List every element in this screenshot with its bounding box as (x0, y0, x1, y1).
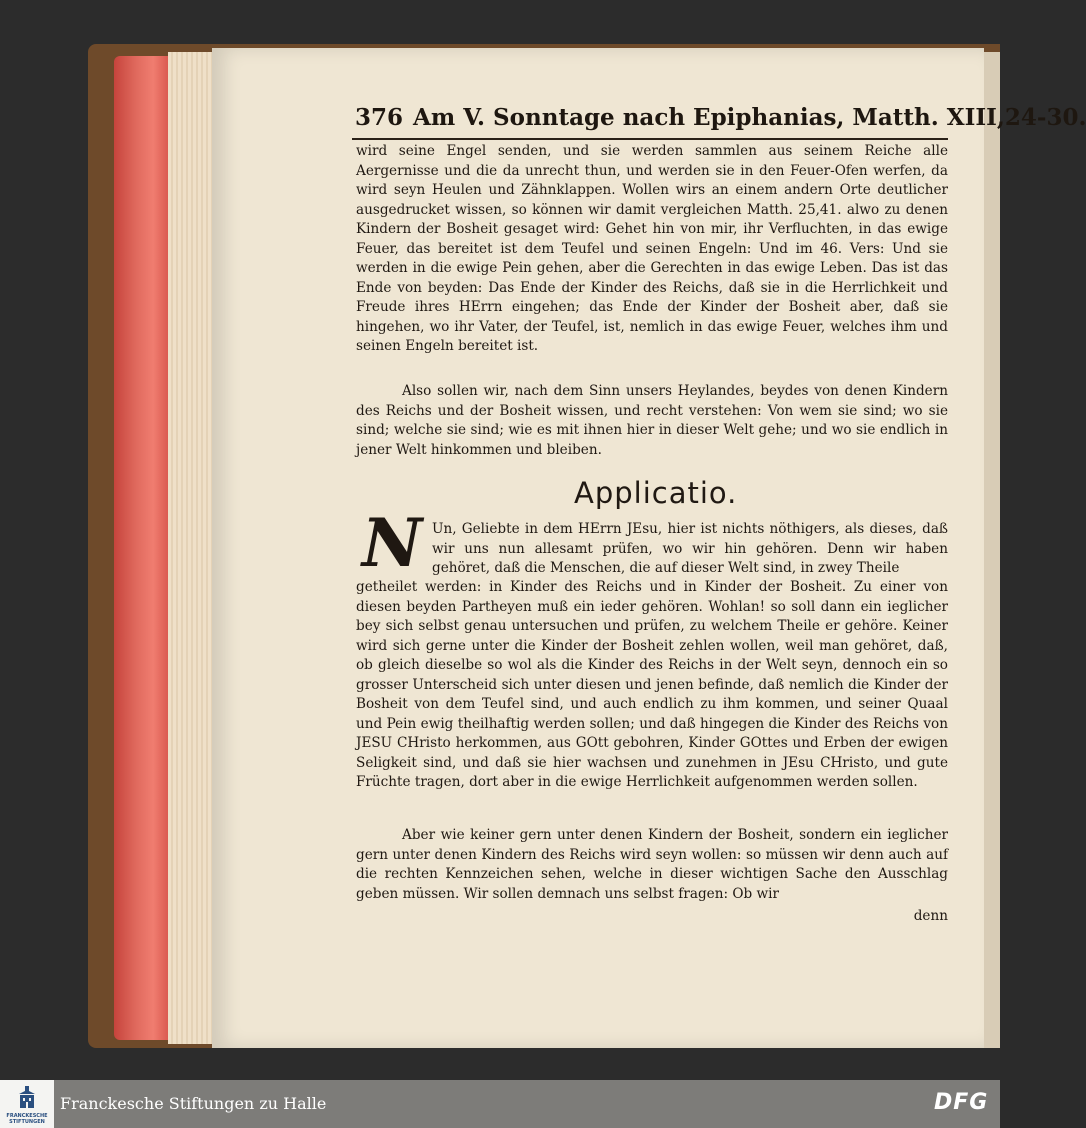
paragraph-4 (356, 826, 948, 906)
catchword: denn (913, 908, 948, 924)
institution-logo[interactable] (0, 1080, 54, 1128)
paragraph-2-text: Also sollen wir, nach dem Sinn unsers Heylandes, beydes von denen Kindern des Reichs und der Bosheit wissen, und recht verstehen: Von wem sie sind; wo sie sind; welche sie sind; wie es mit ihnen hier in dieser Welt gehe; und wo sie endlich in jener Welt hinkommen und bleiben. (356, 383, 948, 458)
paragraph-3-start (432, 520, 948, 579)
page-edge-red (114, 56, 170, 1040)
drop-cap: N (361, 504, 423, 582)
header-title: Am V. Sonntage nach Epiphanias, Matth. XIII,24-30. (413, 104, 1086, 131)
paragraph-3-rest-text: getheilet werden: in Kinder des Reichs und in Kinder der Bosheit. Zu einer von diesen beyden Partheyen muß ein ieder gehören. Wohlan! so soll dann ein ieglicher bey sich selbst genau untersuchen und prüfen, zu welchem Theile er gehöre. Keiner wird sich gerne unter die Kinder der Bosheit zehlen wollen, weil man gehöret, daß, ob gleich dieselbe so wol als die Kinder des Reichs in der Welt seyn, dennoch ein so grosser Unterscheid sich unter diesen und jenen befinde, daß nemlich die Kinder der Bosheit von dem Teufel sind, und auch endlich zu ihm kommen, und seiner Quaal und Pein ewig theilhaftig werden sollen; und daß hingegen die Kinder des Reichs von JESU CHristo herkommen, aus GOtt gebohren, Kinder GOttes und Erben der ewigen Seligkeit sind, und daß sie hier wachsen und zunehmen in JEsu CHristo, und gute Früchte tragen, dort aber in die ewige Herrlichkeit aufgenommen werden sollen. (356, 579, 948, 791)
section-heading: Applicatio. (574, 476, 738, 510)
page-number: 376 (355, 104, 404, 131)
institution-name[interactable]: Franckesche Stiftungen zu Halle (60, 1094, 327, 1113)
paragraph-1-text: wird seine Engel senden, und sie werden sammlen aus seinem Reiche alle Aergernisse und die da unrecht thun, und werden sie in den Feuer-Ofen werfen, da wird seyn Heulen und Zähnklappen. Wollen wirs an einem andern Orte deutlicher ausgedrucket wissen, so können wir damit vergleichen Matth. 25,41. alwo zu denen Kindern der Bosheit gesaget wird: Gehet hin von mir, ihr Verfluchten, in das ewige Feuer, das bereitet ist dem Teufel und seinen Engeln: Und im 46. Vers: Und sie werden in die ewige Pein gehen, aber die Gerechten in das ewige Leben. Das ist das Ende von beyden: Das Ende der Kinder des Reichs, daß sie in die Herrlichkeit und Freude ihres HErrn eingehen; das Ende der Kinder der Bosheit aber, daß sie hingehen, wo ihr Vater, der Teufel, ist, nemlich in das ewige Feuer, welches ihm und seinen Engeln bereitet ist. (356, 143, 948, 355)
dfg-logo[interactable]: DFG (934, 1090, 989, 1115)
running-header (355, 104, 1086, 138)
paragraph-4-text: Aber wie keiner gern unter denen Kindern der Bosheit, sondern ein ieglicher gern unter denen Kindern des Reichs wird seyn wollen: so müssen wir denn auch auf die rechten Kennzeichen sehen, welche in dieser wichtigen Sache den Ausschlag geben müssen. Wir sollen demnach uns selbst fragen: Ob wir (356, 827, 948, 902)
paragraph-1 (356, 142, 948, 382)
logo-text: FRANCKESCHE STIFTUNGEN (6, 1113, 48, 1125)
footer-bar (0, 1080, 1000, 1128)
page-block (168, 52, 218, 1044)
paragraph-3-rest (356, 578, 948, 824)
paragraph-2 (356, 382, 948, 466)
header-rule (352, 138, 948, 140)
building-icon (16, 1086, 38, 1110)
right-page-edge (984, 52, 1000, 1048)
paragraph-3-start-text: Un, Geliebte in dem HErrn JEsu, hier ist nichts nöthigers, als dieses, daß wir uns nun allesamt prüfen, wo wir hin gehören. Denn wir haben gehöret, daß die Menschen, die auf dieser Welt sind, in zwey Theile (432, 521, 948, 577)
